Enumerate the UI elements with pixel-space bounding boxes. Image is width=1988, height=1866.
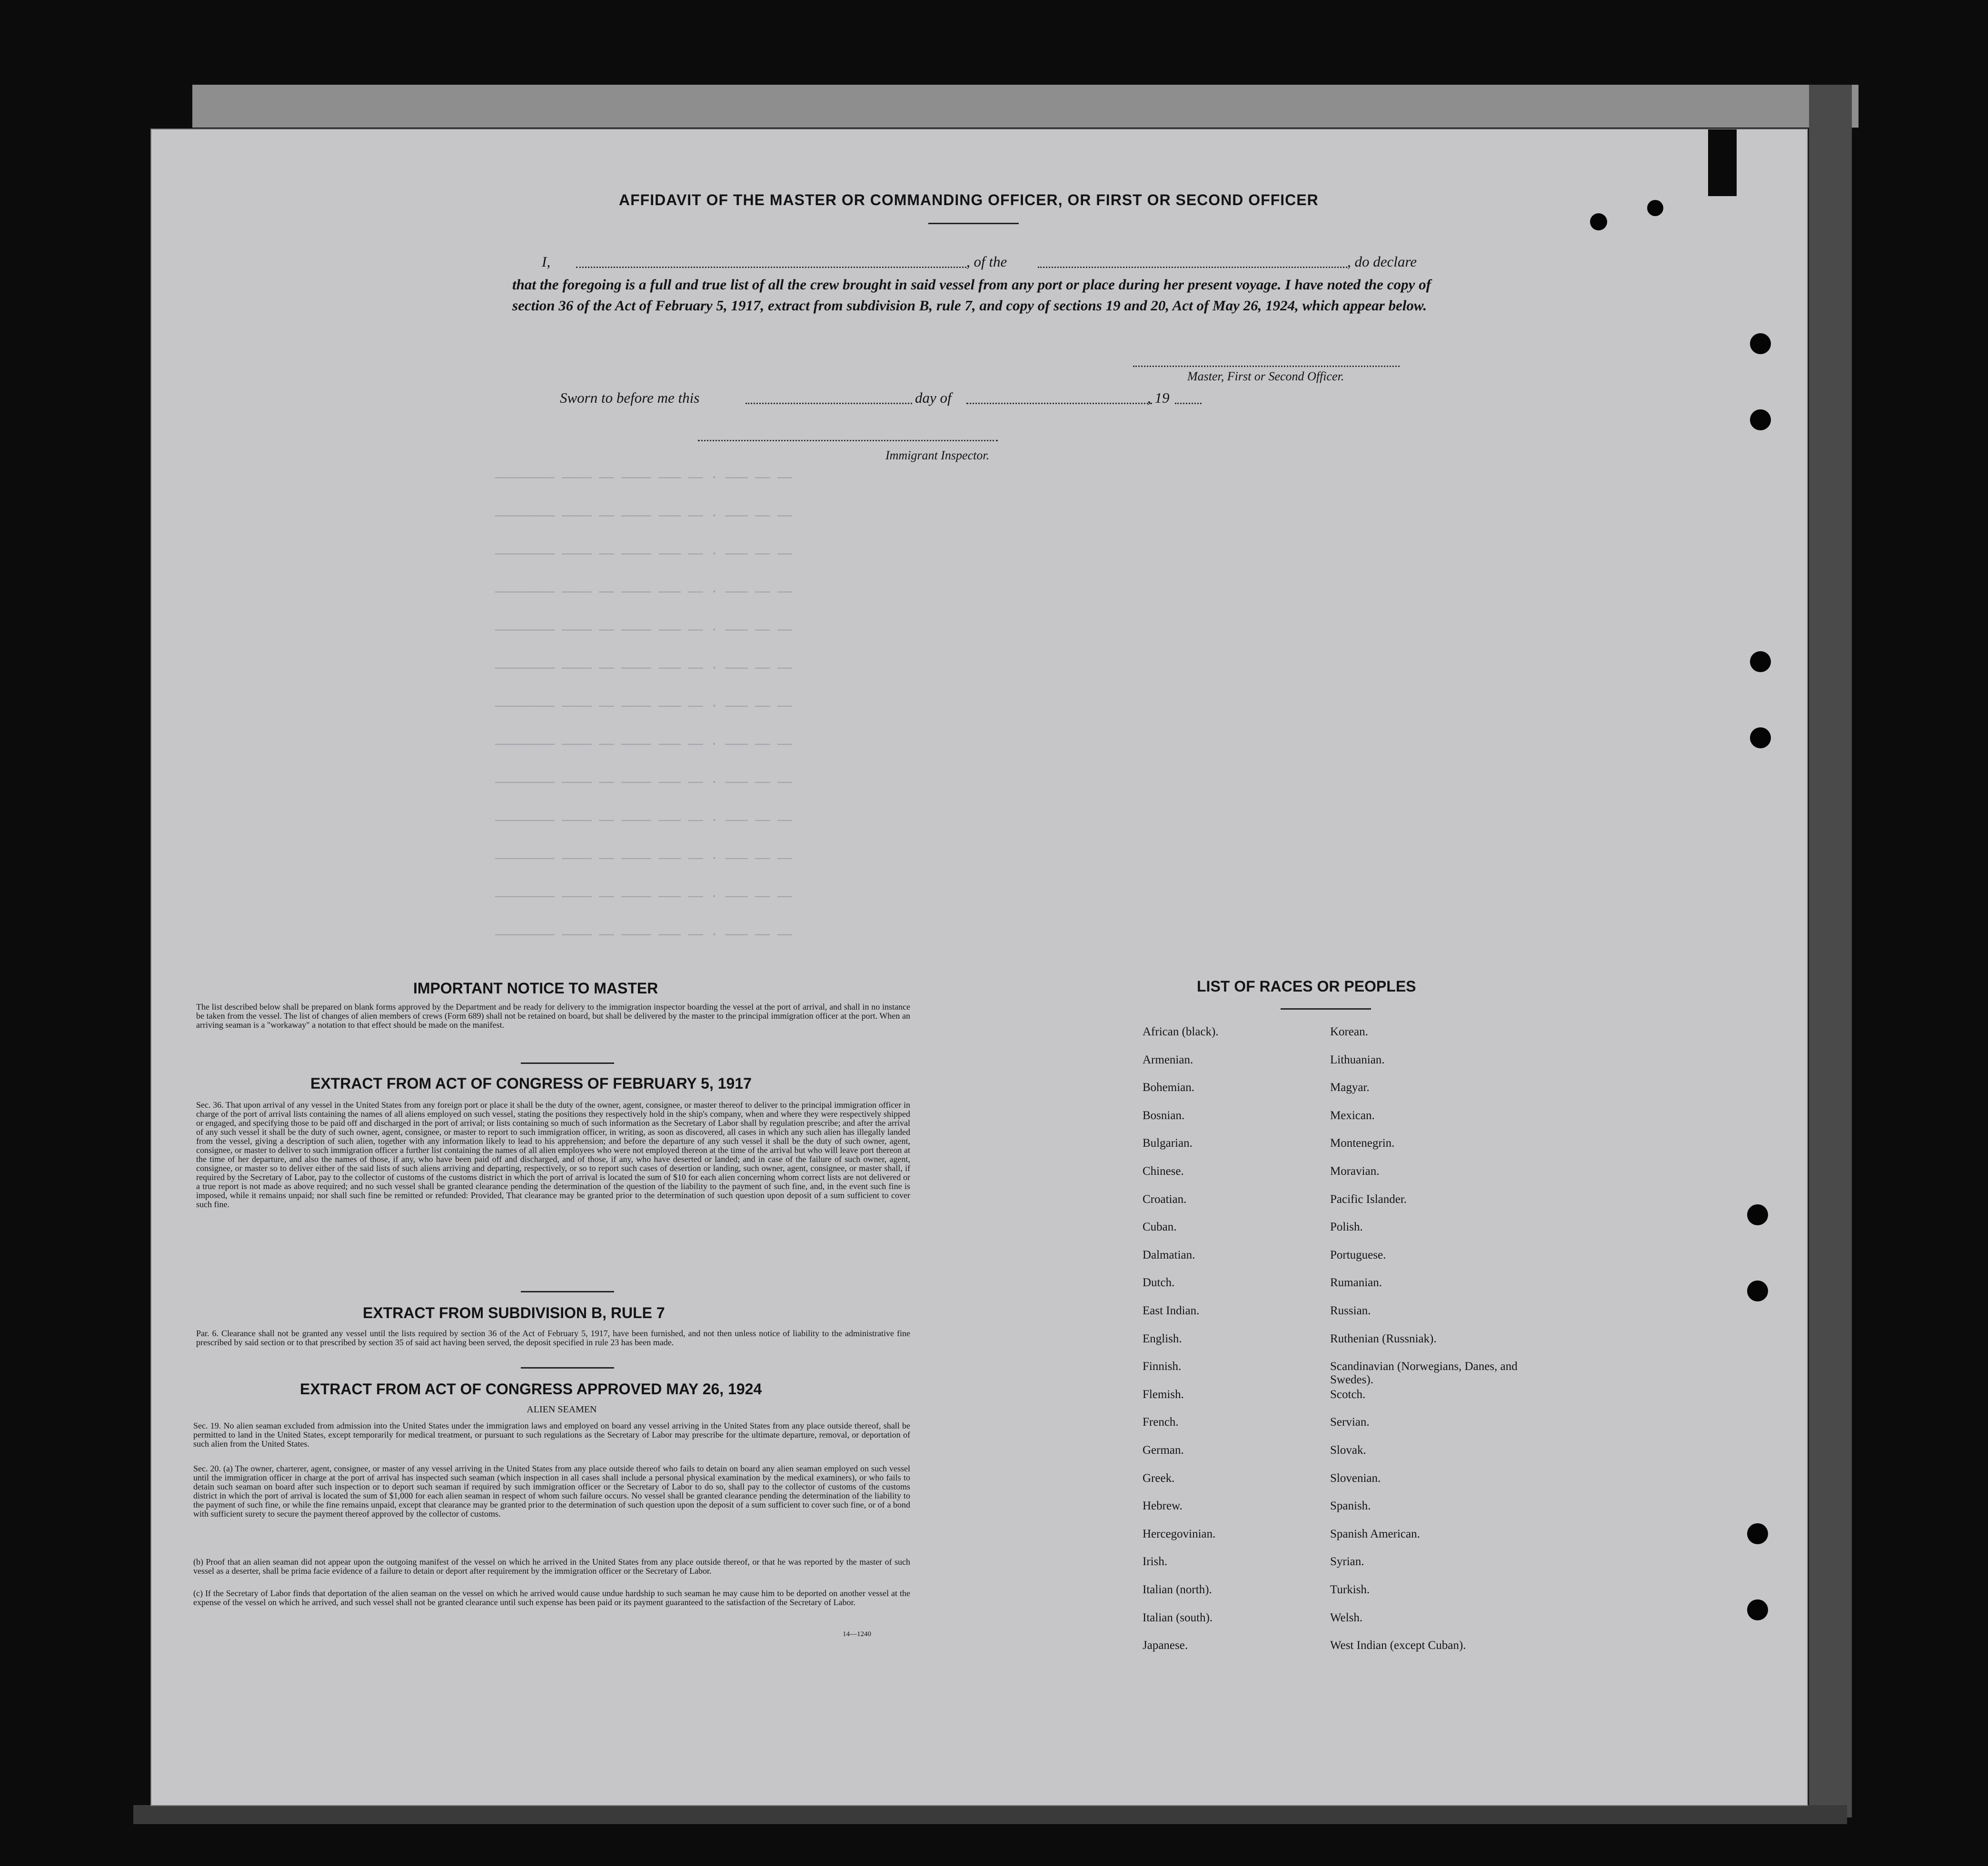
race-entry: Dutch. (1143, 1276, 1175, 1290)
title-underline (928, 223, 1019, 224)
manifest-page (151, 129, 1807, 1805)
race-entry: Russian. (1330, 1304, 1371, 1317)
race-entry: Bulgarian. (1143, 1137, 1193, 1150)
affidavit-declare: , do declare (1347, 253, 1417, 270)
race-entry: Scandinavian (Norwegians, Danes, and Swedes). (1330, 1360, 1518, 1387)
master-caption: Master, First or Second Officer. (1187, 369, 1344, 383)
binding-tab (1708, 129, 1737, 196)
race-entry: Magyar. (1330, 1081, 1370, 1094)
master-signature-line[interactable] (1133, 366, 1400, 367)
sworn-prefix: Sworn to before me this (560, 389, 700, 406)
vessel-blank[interactable] (1038, 267, 1347, 268)
race-entry: Italian (south). (1143, 1611, 1213, 1624)
sworn-day-of: day of (915, 389, 952, 406)
races-underline (1281, 1008, 1371, 1010)
extract-1924-sec20a: Sec. 20. (a) The owner, charterer, agent, consignee, or master of any vessel arriving in the United States from any place outside thereof who fails to detain on board any alien seaman employed on such vessel until the immigration officer in charge at the port of arrival has inspected such seaman (which inspection in all cases shall include a personal physical examination by the medical examiners), or who fails to detain such seaman on board after such inspection or to deport such seaman if required by such immigration officer or the Secretary of Labor to do so, shall pay to the collector of customs of the customs district in which the port of arrival is located the sum of $1,000 for each alien seaman in respect of whom such failure occurs. No vessel shall be granted clearance pending the determination of the liability to the payment of such fine, or while the fine remains unpaid, except that clearance may be granted prior to the determination of such question upon the deposit of a sum sufficient to cover such fine, or of a bond with sufficient surety to secure the payment thereof approved by the collector of customs. (193, 1464, 910, 1519)
sworn-month-blank[interactable] (966, 403, 1152, 404)
race-entry: Croatian. (1143, 1192, 1187, 1206)
affidavit-body: that the foregoing is a full and true list of all the crew brought in said vessel from any port or place during her present voyage. I have noted the copy of section 36 of the Act of February 5, 1917, extract from subdivision B, rule 7, and copy of sections 19 and 20, Act of May 26, 1924, which appear below. (512, 276, 1431, 314)
race-entry: Rumanian. (1330, 1276, 1382, 1290)
race-entry: Flemish. (1143, 1388, 1184, 1401)
race-entry: Lithuanian. (1330, 1053, 1385, 1066)
extract-rule7-title: EXTRACT FROM SUBDIVISION B, RULE 7 (363, 1304, 665, 1321)
race-entry: African (black). (1143, 1025, 1219, 1038)
race-entry: Finnish. (1143, 1360, 1182, 1373)
race-entry: Pacific Islander. (1330, 1192, 1407, 1206)
extract-1924-sec20c: (c) If the Secretary of Labor finds that deportation of the alien seaman on the vessel on which he arrived would cause undue hardship to such seaman he may cause him to be deported on another vessel at the expense of the vessel on which he arrived, and such vessel shall not be granted clearance until such expense has been paid or its payment guaranteed to the satisfaction of the Secretary of Labor. (193, 1588, 910, 1607)
race-entry: Japanese. (1143, 1639, 1188, 1652)
sworn-year-blank[interactable] (1175, 403, 1202, 404)
race-entry: West Indian (except Cuban). (1330, 1639, 1466, 1652)
back-sheet-top (192, 85, 1859, 128)
sworn-day-blank[interactable] (746, 403, 912, 404)
extract-rule7-text: Par. 6. Clearance shall not be granted any vessel until the lists required by section 36 of the Act of February 5, 1917, have been furnished, and not then unless notice of liability to the administrative fine prescribed by said section or to that prescribed by section 35 of said act having been served, the deposit specified in rule 23 has been made. (196, 1329, 910, 1347)
inspector-caption: Immigrant Inspector. (885, 448, 990, 462)
divider (521, 1062, 614, 1064)
extract-1917-title: EXTRACT FROM ACT OF CONGRESS OF FEBRUARY 5, 1917 (310, 1075, 752, 1092)
extract-1924-sec20b: (b) Proof that an alien seaman did not appear upon the outgoing manifest of the vessel on which he arrived in the United States from any place outside thereof, or that he was reported by the master of such vessel as a deserter, shall be prima facie evidence of a failure to detain or deport after requirement by the immigration officer or the Secretary of Labor. (193, 1557, 910, 1576)
notice-title: IMPORTANT NOTICE TO MASTER (413, 980, 658, 997)
race-entry: Moravian. (1330, 1165, 1380, 1178)
races-title: LIST OF RACES OR PEOPLES (1197, 978, 1416, 995)
back-sheet-bottom (133, 1805, 1847, 1824)
punch-hole (1747, 1280, 1768, 1301)
extract-1924-subtitle: ALIEN SEAMEN (527, 1404, 597, 1415)
race-entry: Hebrew. (1143, 1499, 1183, 1513)
race-entry: Irish. (1143, 1555, 1168, 1568)
extract-1924-title: EXTRACT FROM ACT OF CONGRESS APPROVED MAY 26, 1924 (300, 1380, 762, 1398)
race-entry: Armenian. (1143, 1053, 1193, 1066)
race-entry: Syrian. (1330, 1555, 1364, 1568)
race-entry: East Indian. (1143, 1304, 1200, 1317)
name-blank[interactable] (576, 267, 966, 268)
race-entry: Portuguese. (1330, 1248, 1386, 1261)
race-entry: Hercegovinian. (1143, 1527, 1216, 1540)
affidavit-of-the: , of the (966, 253, 1007, 270)
punch-hole (1750, 727, 1771, 748)
extract-1924-sec19: Sec. 19. No alien seaman excluded from admission into the United States under the immigration laws and employed on board any vessel arriving in the United States from any place outside thereof, shall be permitted to land in the United States, except temporarily for medical treatment, or pursuant to such regulations as the Secretary of Labor may prescribe for the ultimate departure, removal, or deportation of such alien from the United States. (193, 1421, 910, 1449)
extract-1917-text: Sec. 36. That upon arrival of any vessel in the United States from any foreign port or place it shall be the duty of the owner, agent, consignee, or master thereof to deliver to the principal immigration officer in charge of the port of arrival lists containing the names of all aliens employed on such vessel, stating the positions they respectively hold in the ship's company, when and where they were respectively shipped or engaged, and specifying those to be paid off and discharged in the port of arrival; or lists containing so much of such information as the Secretary of Labor shall by regulation prescribe; and after the arrival of any such vessel it shall be the duty of such owner, agent, consignee, or master to report to such immigration officer, in writing, as soon as discovered, all cases in which any such alien has illegally landed from the vessel, giving a description of such alien, together with any information likely to lead to his apprehension; and before the departure of any such vessel it shall be the duty of such owner, agent, consignee, or master to deliver to such immigration officer a further list containing the names of all alien employees who were not employed thereon at the time of the arrival but who will leave port thereon at the time of her departure, and also the names of those, if any, who have been paid off and discharged, and of those, if any, who have deserted or landed; and in case of the failure of such owner, agent, consignee, or master so to deliver either of the said lists of such aliens arriving and departing, respectively, or so to report such cases of desertion or landing, such owner, agent, consignee, or master shall, if required by the Secretary of Labor, pay to the collector of customs of the customs district in which the port of arrival is located the sum of $10 for each alien concerning whom correct lists are not delivered or a true report is not made as above required; and no such vessel shall be granted clearance pending the determination of the question of the liability to the payment of such fine, and, in the event such fine is imposed, while it remains unpaid; nor shall such fine be remitted or refunded: Provided, That clearance may be granted prior to the determination of such question upon deposit of a sum sufficient to cover such fine. (196, 1100, 910, 1209)
race-entry: Chinese. (1143, 1165, 1184, 1178)
notice-text: The list described below shall be prepared on blank forms approved by the Department and be ready for delivery to the immigration inspector boarding the vessel at the port of arrival, and shall in no instance be taken from the vessel. The list of changes of alien members of crews (Form 689) shall not be retained on board, but shall be delivered by the master to the principal immigration officer at the port. When an arriving seaman is a "workaway" a notation to that effect should be made on the manifest. (196, 1002, 910, 1030)
race-entry: Cuban. (1143, 1221, 1177, 1234)
punch-hole (1747, 1599, 1768, 1620)
form-number: 14—1240 (843, 1630, 871, 1638)
race-entry: English. (1143, 1332, 1182, 1345)
punch-hole (1750, 409, 1771, 430)
race-entry: Polish. (1330, 1221, 1363, 1234)
race-entry: Spanish. (1330, 1499, 1371, 1513)
affidavit-title: AFFIDAVIT OF THE MASTER OR COMMANDING OFFICER, OR FIRST OR SECOND OFFICER (619, 191, 1319, 208)
race-entry: Bosnian. (1143, 1109, 1185, 1122)
race-entry: Spanish American. (1330, 1527, 1420, 1540)
divider (521, 1291, 614, 1292)
race-entry: German. (1143, 1444, 1184, 1457)
race-entry: Greek. (1143, 1471, 1175, 1485)
race-entry: Welsh. (1330, 1611, 1363, 1624)
race-entry: French. (1143, 1416, 1179, 1429)
race-entry: Dalmatian. (1143, 1248, 1195, 1261)
sworn-year: , 19 (1147, 389, 1170, 406)
affidavit-i: I, (542, 253, 551, 270)
race-entry: Mexican. (1330, 1109, 1375, 1122)
punch-hole (1750, 333, 1771, 354)
punch-hole (1750, 651, 1771, 672)
punch-hole (1590, 213, 1607, 230)
race-entry: Montenegrin. (1330, 1137, 1395, 1150)
race-entry: Servian. (1330, 1416, 1370, 1429)
punch-hole (1747, 1523, 1768, 1544)
race-entry: Ruthenian (Russniak). (1330, 1332, 1437, 1345)
punch-hole (1747, 1204, 1768, 1225)
back-sheet-right (1809, 85, 1852, 1817)
race-entry: Slovenian. (1330, 1471, 1381, 1485)
race-entry: Bohemian. (1143, 1081, 1195, 1094)
race-entry: Slovak. (1330, 1444, 1366, 1457)
divider (521, 1367, 614, 1369)
race-entry: Italian (north). (1143, 1583, 1212, 1596)
race-entry: Korean. (1330, 1025, 1368, 1038)
inspector-signature-line[interactable] (698, 440, 998, 441)
race-entry: Scotch. (1330, 1388, 1366, 1401)
punch-hole (1647, 200, 1663, 216)
race-entry: Turkish. (1330, 1583, 1370, 1596)
